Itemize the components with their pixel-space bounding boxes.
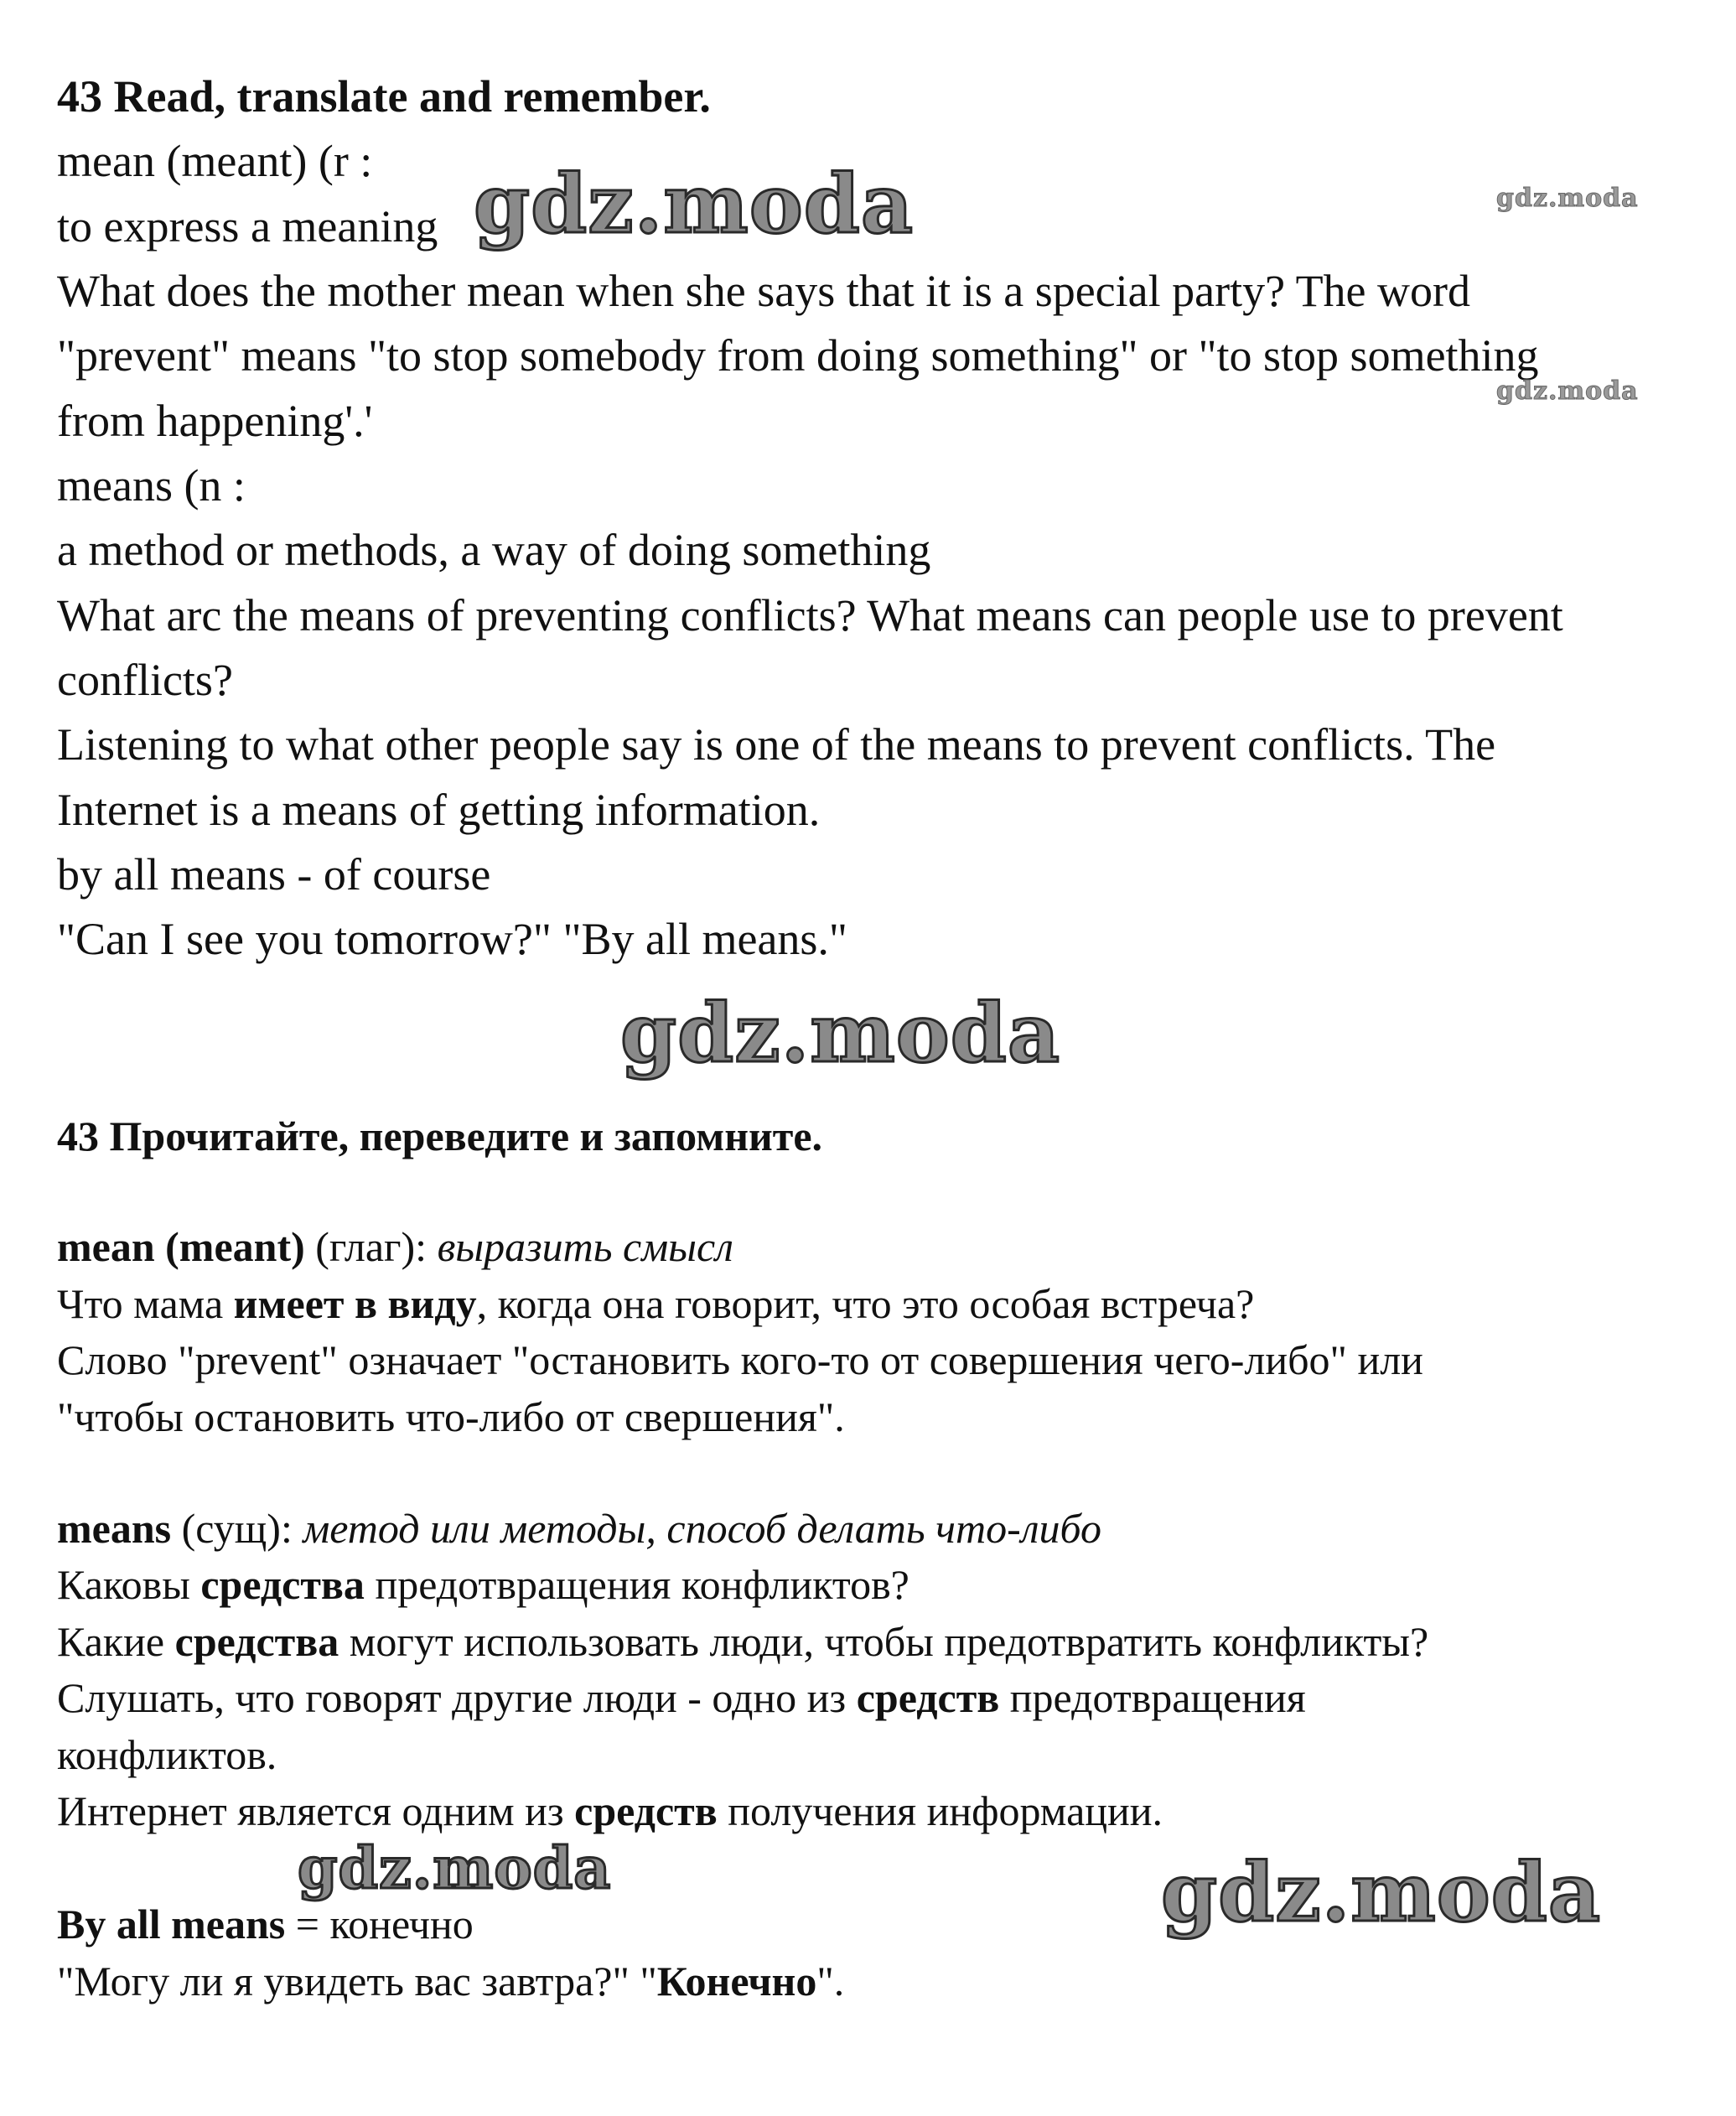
- term: mean (meant): [57, 1223, 305, 1270]
- english-line: mean (meant) (r :: [57, 136, 373, 186]
- example-line: [57, 1561, 909, 1608]
- watermark: gdz.moda: [1496, 376, 1639, 406]
- highlight: средства: [174, 1618, 339, 1665]
- english-line: What arc the means of preventing conflicts? What means can people use to prevent: [57, 590, 1563, 641]
- english-line: "Can I see you tomorrow?" "By all means.": [57, 914, 847, 964]
- example-line: [57, 1674, 1306, 1721]
- term: means: [57, 1505, 172, 1552]
- definition: метод или методы, способ делать что-либо: [303, 1505, 1102, 1552]
- example-line: [57, 1960, 844, 2002]
- text: предотвращения конфликтов?: [364, 1561, 909, 1608]
- text: Интернет является одним из: [57, 1787, 575, 1834]
- highlight: средства: [200, 1561, 365, 1608]
- english-line: conflicts?: [57, 655, 233, 705]
- highlight: Конечно: [656, 1958, 817, 2004]
- example-line: "чтобы остановить что-либо от свершения".: [57, 1393, 845, 1440]
- example-line: [57, 1280, 1255, 1327]
- definition: = конечно: [285, 1901, 474, 1947]
- english-line: Listening to what other people say is one of the means to prevent conflicts. The: [57, 719, 1496, 770]
- text: "Могу ли я увидеть вас завтра?" ": [57, 1958, 657, 2004]
- definition-means: [57, 1505, 1102, 1552]
- watermark: gdz.moda: [298, 1835, 612, 1902]
- definition: выразить смысл: [437, 1223, 733, 1270]
- text: Какие: [57, 1618, 175, 1665]
- definition-mean: [57, 1223, 733, 1270]
- example-line: [57, 1618, 1429, 1665]
- highlight: средств: [574, 1787, 718, 1834]
- english-line: to express a meaning: [57, 201, 438, 252]
- highlight: имеет в виду: [233, 1280, 477, 1327]
- example-line: [57, 1787, 1163, 1834]
- text: получения информации.: [717, 1787, 1163, 1834]
- watermark: gdz.moda: [1496, 184, 1639, 213]
- part-of-speech: (сущ):: [171, 1505, 303, 1552]
- text: Каковы: [57, 1561, 201, 1608]
- text: , когда она говорит, что это особая встреча?: [476, 1280, 1255, 1327]
- text: Слушать, что говорят другие люди - одно из: [57, 1674, 857, 1721]
- russian-title: 43 Прочитайте, переведите и запомните.: [57, 1112, 823, 1159]
- watermark: gdz.moda: [620, 986, 1061, 1081]
- part-of-speech: (глаг):: [304, 1223, 438, 1270]
- text: ".: [816, 1958, 845, 2004]
- english-title: 43 Read, translate and remember.: [57, 71, 711, 122]
- english-line: from happening'.': [57, 396, 373, 446]
- text: Что мама: [57, 1280, 234, 1327]
- text: предотвращения: [999, 1674, 1306, 1721]
- example-line: Слово "prevent" означает "остановить кого-то от совершения чего-либо" или: [57, 1336, 1423, 1383]
- english-line: What does the mother mean when she says that it is a special party? The word: [57, 266, 1470, 316]
- watermark: gdz.moda: [1161, 1845, 1602, 1940]
- highlight: средств: [856, 1674, 1000, 1721]
- english-line: "prevent" means "to stop somebody from doing something" or "to stop something: [57, 330, 1539, 381]
- text: могут использовать люди, чтобы предотвратить конфликты?: [339, 1618, 1429, 1665]
- english-line: Internet is a means of getting information.: [57, 785, 821, 835]
- definition-by-all-means: [57, 1903, 474, 1945]
- watermark: gdz.moda: [474, 157, 915, 252]
- english-line: a method or methods, a way of doing something: [57, 525, 931, 575]
- english-line: means (n :: [57, 460, 246, 511]
- example-line: конфликтов.: [57, 1731, 277, 1778]
- term: By all means: [57, 1901, 286, 1947]
- english-line: by all means - of course: [57, 849, 491, 900]
